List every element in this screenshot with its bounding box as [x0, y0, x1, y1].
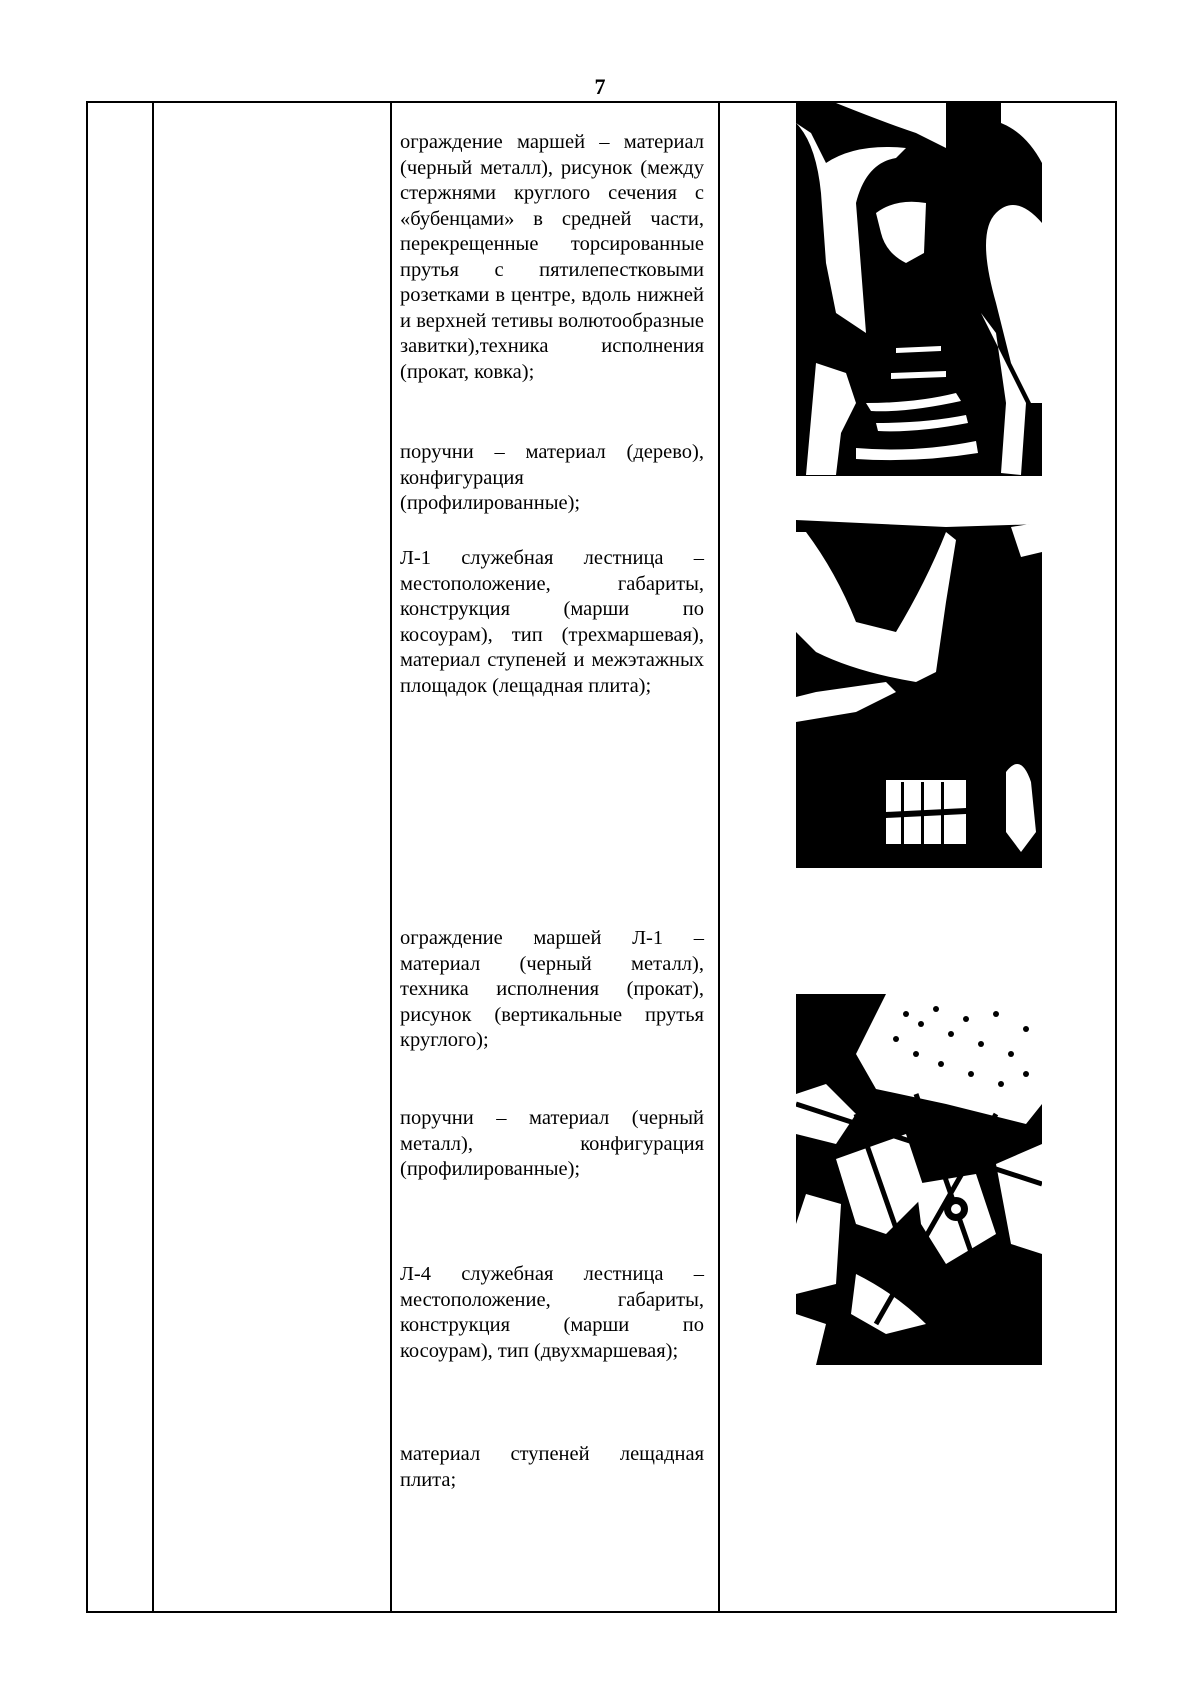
- column-divider-1: [152, 103, 154, 1611]
- text-block-staircase-l1: Л-1 служебная лестница – местоположение, габариты, конструкция (марши по косоурам), тип (трехмаршевая), материал ступеней и межэтажных площадок (лещадная плита);: [400, 547, 704, 697]
- text-block-handrail-metal: поручни – материал (черный металл), конфигурация (профилированные);: [400, 1107, 704, 1180]
- text-block-staircase-l4: Л-4 служебная лестница – местоположение, габариты, конструкция (марши по косоурам), тип (двухмаршевая);: [400, 1263, 704, 1362]
- staircase-photo-1: [796, 103, 1042, 476]
- text-block-handrail-wood: поручни – материал (дерево), конфигурация (профилированные);: [400, 441, 704, 514]
- page-number: 7: [594, 74, 606, 99]
- text-block-railing-l1: ограждение маршей Л-1 – материал (черный металл), техника исполнения (прокат), рисунок (вертикальные прутья круглого);: [400, 927, 704, 1051]
- railing-photo: [796, 994, 1042, 1365]
- text-block-step-material: материал ступеней лещадная плита;: [400, 1443, 704, 1491]
- column-divider-3: [718, 103, 720, 1611]
- text-block-railing-main: ограждение маршей – материал (черный металл), рисунок (между стержнями круглого сечения с «бубенцами» в средней части, перекрещенные торсированные прутья с пятилепестковыми розетками в центре, вдоль нижней и верхней тетивы волютообразные завитки),техника исполнения (прокат, ковка);: [400, 131, 704, 383]
- column-divider-2: [390, 103, 392, 1611]
- staircase-photo-2: [796, 512, 1042, 868]
